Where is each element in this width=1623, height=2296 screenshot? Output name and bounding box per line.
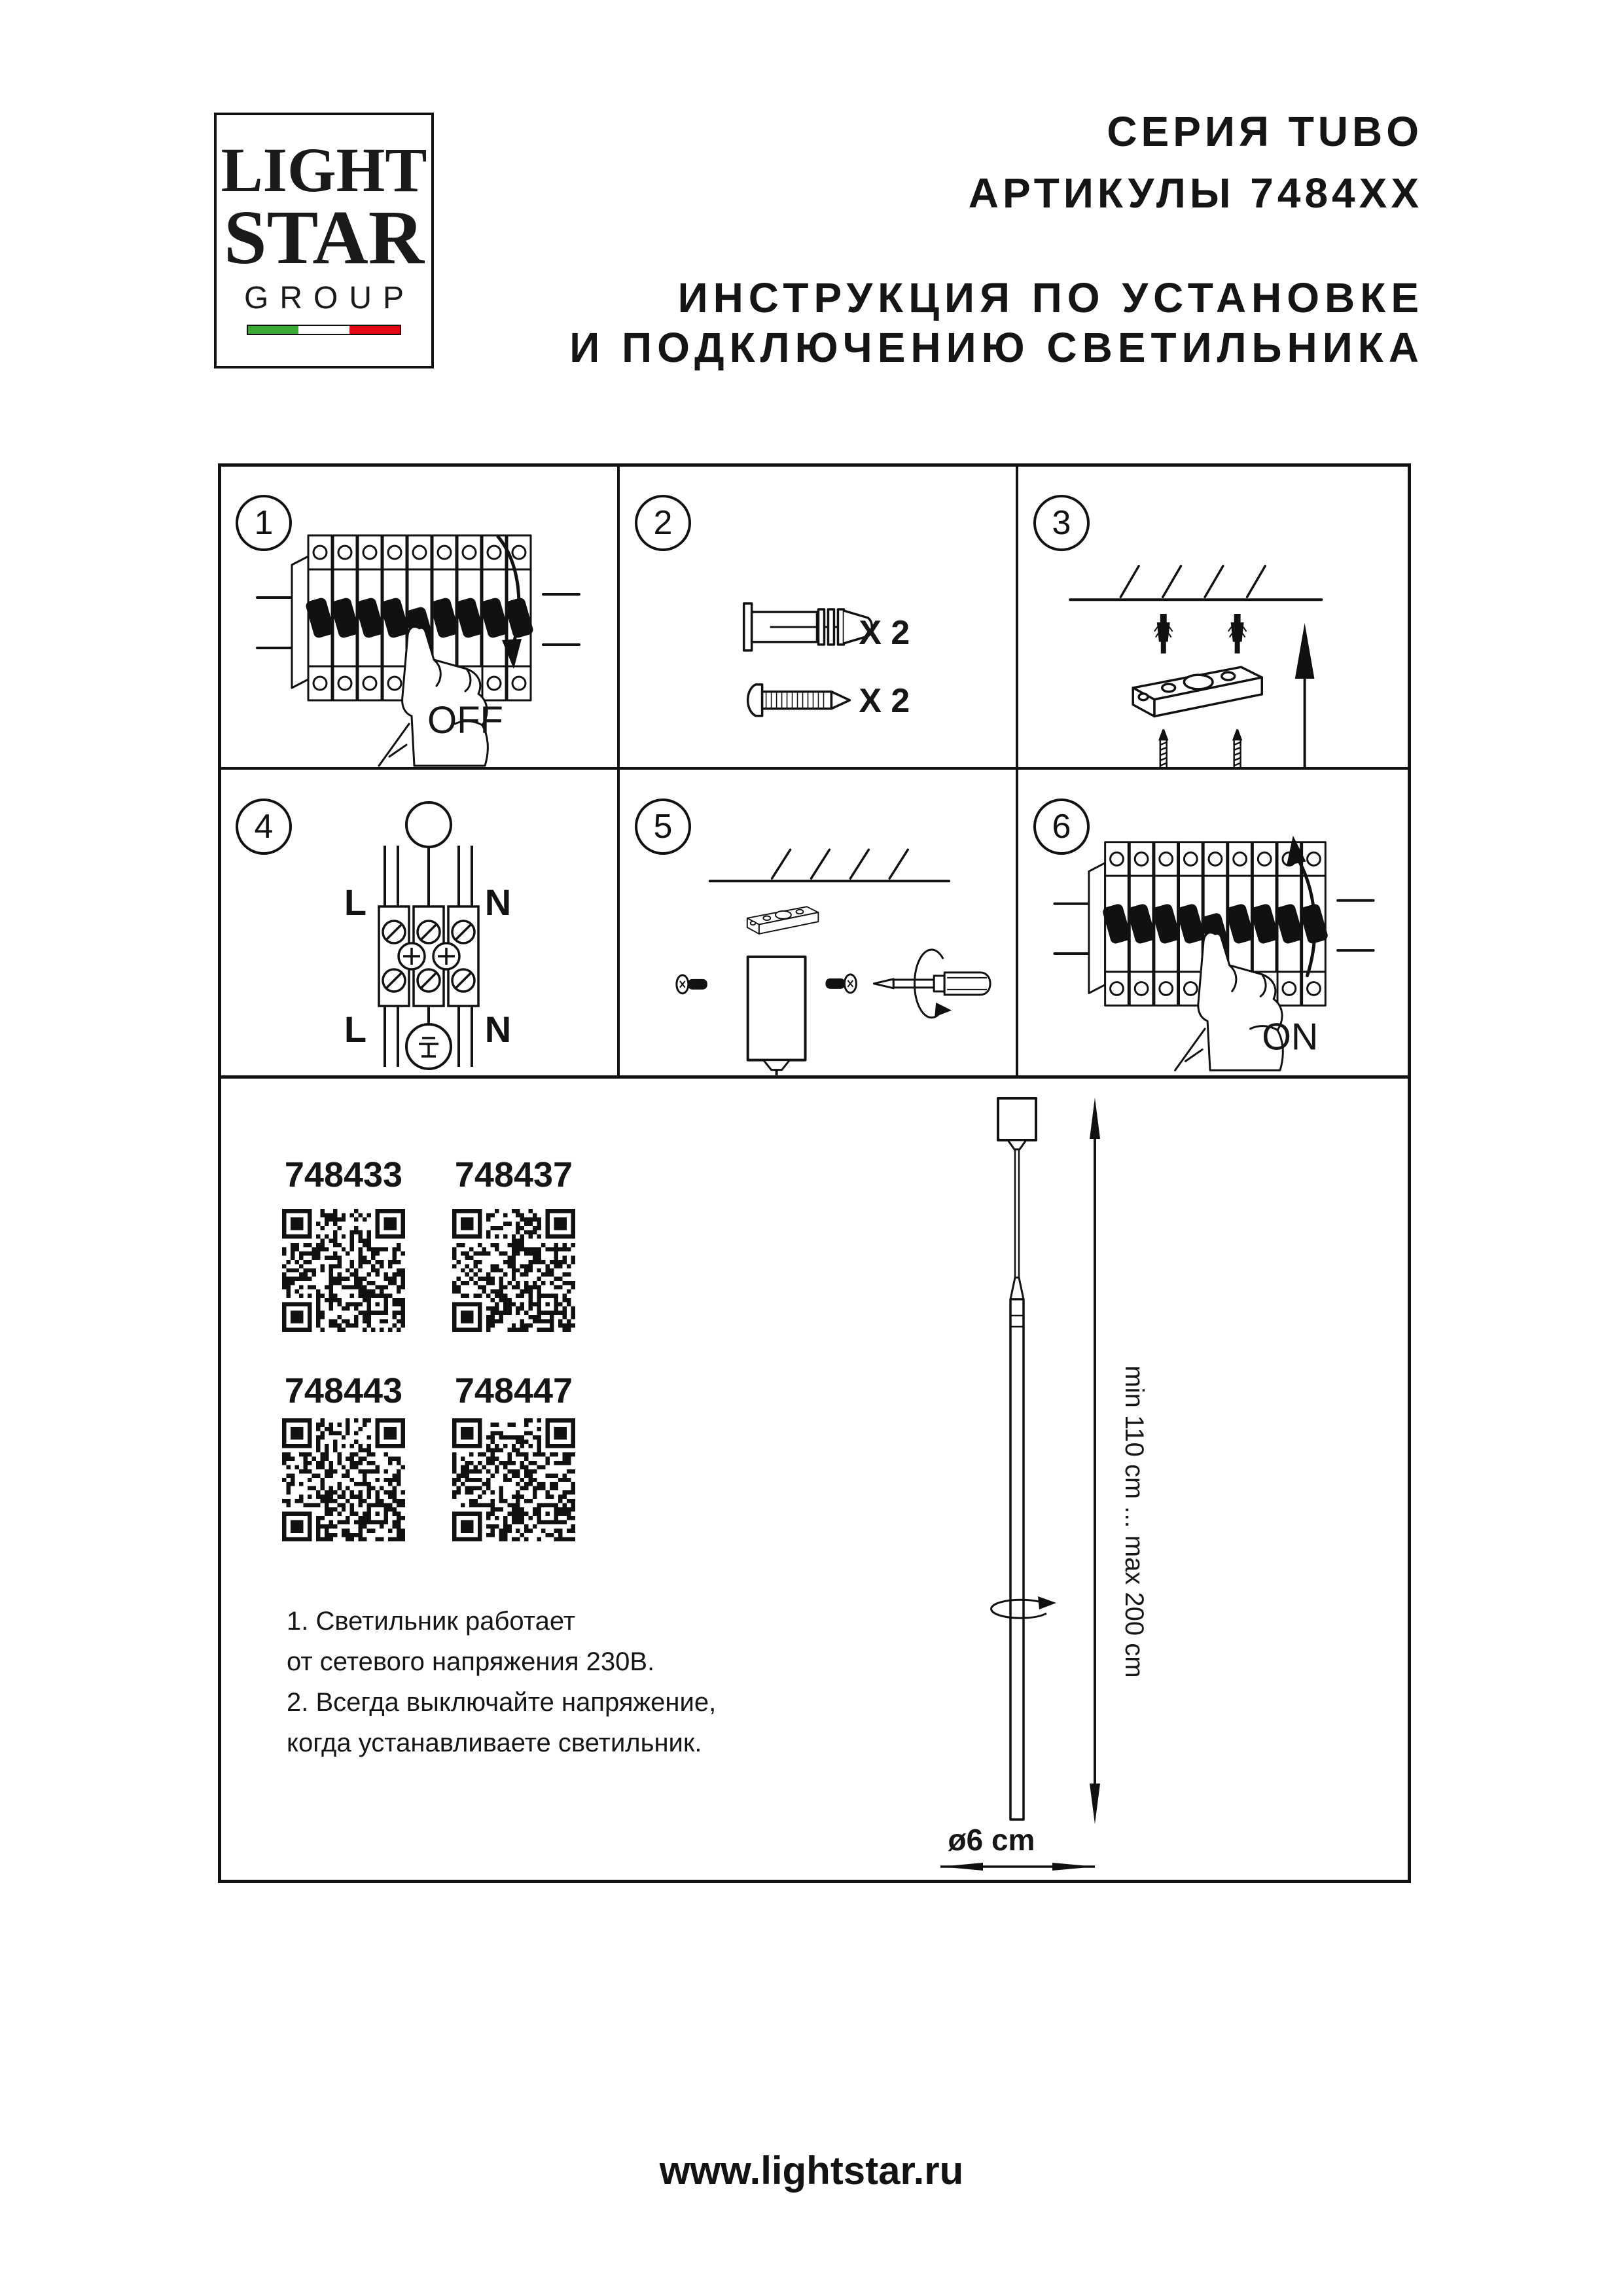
off-label: OFF [427,699,503,742]
diameter-label: ø6 cm [948,1823,1035,1857]
flag-green-stripe [248,326,298,334]
terminal-block-icon [379,802,478,1069]
step-5-number: 5 [635,798,691,855]
safety-notes [287,1601,797,1763]
terminal-n-bottom-label: N [484,1009,512,1050]
logo-word-group: GROUP [243,281,415,315]
step-4-number: 4 [236,798,292,855]
articles-title: АРТИКУЛЫ 7484XX [968,170,1423,217]
pendant-lamp-icon [998,1098,1036,1820]
qr-code [282,1418,405,1541]
step-1-panel [218,463,617,767]
canopy-icon [748,957,806,1075]
ceiling-icon [710,850,949,881]
dowel-icon [744,603,872,651]
note-line: когда устанавливаете светильник. [287,1729,702,1757]
lightstar-logo [214,113,434,368]
italian-flag-icon [247,325,401,335]
instruction-title-line2: И ПОДКЛЮЧЕНИЮ СВЕТИЛЬНИКА [569,324,1424,371]
step-2-number: 2 [635,495,691,551]
terminal-n-top-label: N [484,882,512,923]
step-6-number: 6 [1033,798,1090,855]
qr-label-748437: 748437 [454,1155,573,1194]
terminal-l-bottom-label: L [344,1009,367,1050]
screw-qty-label: X 2 [859,681,910,720]
flag-white-stripe [298,326,349,334]
note-line: 2. Всегда выключайте напряжение, [287,1688,717,1717]
website-url: www.lightstar.ru [659,2149,964,2193]
terminal-l-top-label: L [344,882,367,923]
height-dimension-arrow [1090,1098,1100,1824]
step-6-panel [1016,767,1411,1075]
qr-label-748443: 748443 [284,1371,403,1410]
bracket-small-icon [747,906,819,933]
diameter-dimension-arrow [940,1863,1095,1871]
height-range-label: min 110 cm ... max 200 cm [1120,1365,1149,1678]
qr-code [452,1209,575,1332]
step-4-panel [218,767,617,1075]
flag-red-stripe [349,326,400,334]
qr-code [282,1209,405,1332]
note-line: от сетевого напряжения 230В. [287,1647,655,1676]
ceiling-icon [1070,566,1321,600]
series-title: СЕРИЯ TUBO [1107,108,1423,155]
qr-label-748447: 748447 [454,1371,573,1410]
on-label: ON [1262,1016,1319,1058]
step-1-number: 1 [236,495,292,551]
canopy-screw-left-icon [677,975,707,994]
canopy-screw-right-icon [825,975,856,993]
dowel-qty-label: X 2 [859,613,910,652]
step-3-number: 3 [1033,495,1090,551]
qr-label-748433: 748433 [284,1155,403,1194]
step-3-panel [1016,463,1411,767]
pendant-lamp-diagram [903,1083,1178,1882]
step-5-panel [617,767,1016,1075]
screw-horizontal-icon [748,685,850,716]
step-2-panel [617,463,1016,767]
screwdriver-icon [874,950,990,1018]
note-line: 1. Светильник работает [287,1607,576,1636]
logo-word-star: STAR [223,194,424,280]
grid-divider-h2 [218,1075,1411,1079]
instruction-title-line1: ИНСТРУКЦИЯ ПО УСТАНОВКЕ [677,274,1424,321]
logo-word-light: LIGHT [221,135,427,205]
qr-code [452,1418,575,1541]
arrow-up-head-icon [1295,623,1315,679]
